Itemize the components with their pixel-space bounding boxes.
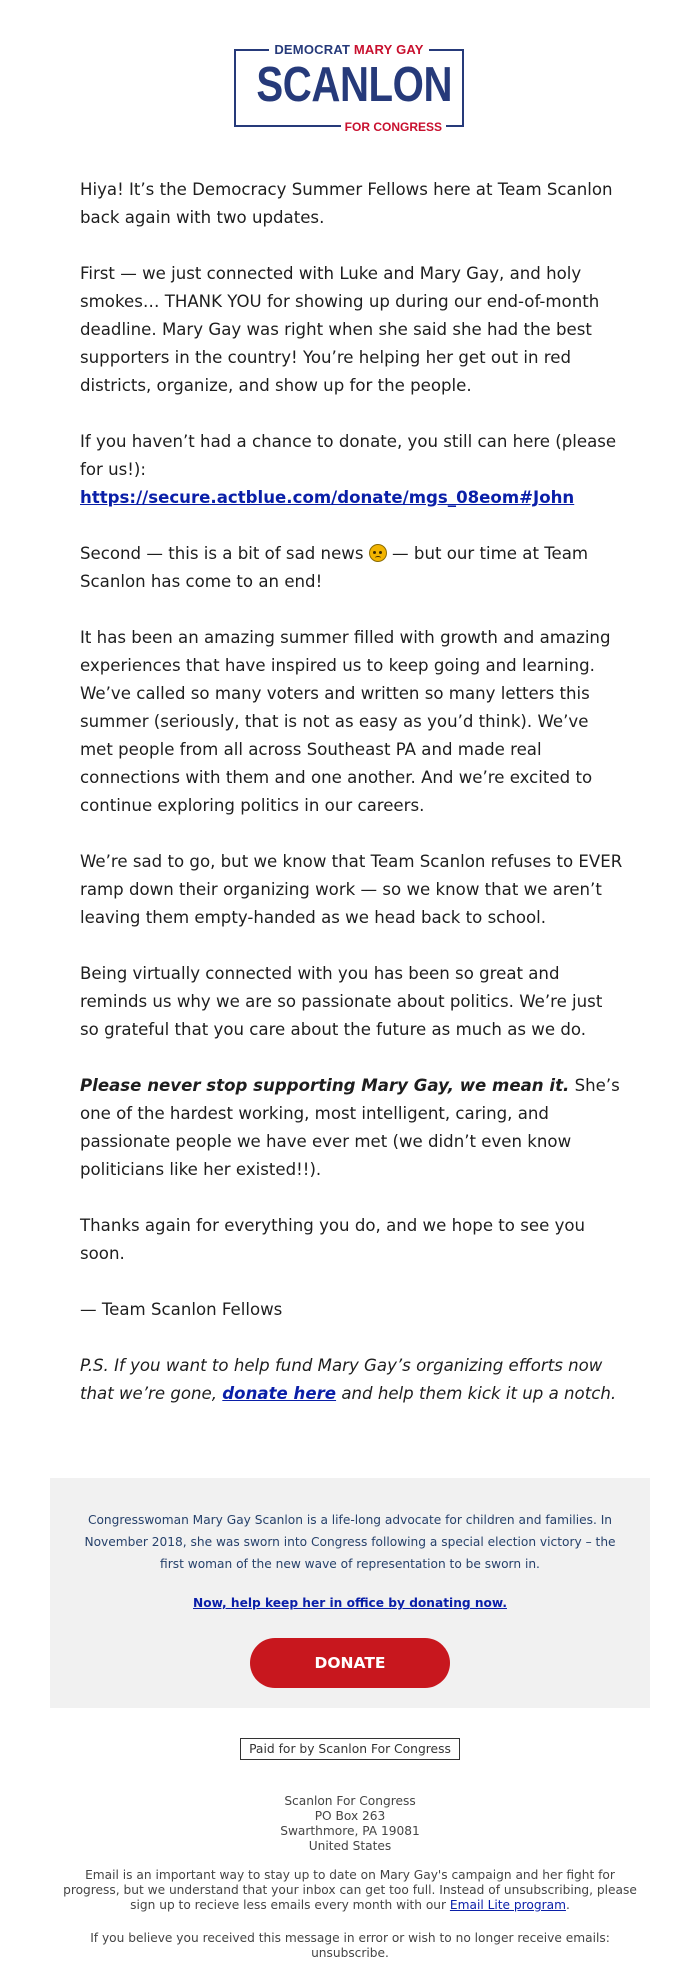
- email-preferences-notice: [60, 1868, 640, 1913]
- sad-news-text-end: — but our time at Team Scanlon has come to an end!: [80, 544, 589, 591]
- logo-democrat-text: DEMOCRAT: [274, 42, 351, 57]
- sad-face-emoji-icon: [369, 544, 387, 562]
- sad-news-text: Second — this is a bit of sad news: [80, 544, 369, 563]
- email-body: [80, 176, 625, 1436]
- email-lite-link[interactable]: Email Lite program: [449, 1898, 566, 1912]
- paragraph-never-stop: [80, 1072, 625, 1184]
- unsubscribe-notice: [60, 1931, 640, 1961]
- address-name: Scanlon For Congress: [284, 1794, 416, 1808]
- ps-text: P.S. If you want to help fund Mary Gay’s organizing efforts now that we’re gone,: [80, 1356, 603, 1403]
- signature: — Team Scanlon Fellows: [80, 1300, 283, 1319]
- never-stop-rest: She’s one of the hardest working, most intelligent, caring, and passionate people we have ever met (we didn’t even know politicians like her existed!!).: [80, 1076, 620, 1179]
- paid-for-by-disclaimer: Paid for by Scanlon For Congress: [240, 1738, 460, 1760]
- paragraph-thank-you: First — we just connected with Luke and Mary Gay, and holy smokes… THANK YOU for showing up during our end-of-month deadline. Mary Gay was right when she said she had the best supporters in the country! You’re helping her get out in red districts, organize, and show up for the people.: [80, 264, 600, 395]
- ps-text-end: and help them kick it up a notch.: [336, 1384, 617, 1403]
- legal-text: Email is an important way to stay up to date on Mary Gay's campaign and her fight for progress, but we understand that your inbox can get too full. Instead of unsubscribing, please sign up to recieve less emails every month with our: [63, 1868, 637, 1912]
- unsubscribe-text: If you believe you received this message in error or wish to no longer receive emails:: [90, 1931, 610, 1945]
- legal-text-end: .: [565, 1898, 570, 1912]
- actblue-donate-link[interactable]: https://secure.actblue.com/donate/mgs_08eom#John: [80, 488, 575, 507]
- paragraph-sad-to-go: We’re sad to go, but we know that Team Scanlon refuses to EVER ramp down their organizing work — so we know that we aren’t leaving them empty-handed as we head back to school.: [80, 852, 623, 927]
- paragraph-greeting: Hiya! It’s the Democracy Summer Fellows here at Team Scanlon back again with two updates.: [80, 180, 613, 227]
- footer-about-text: Congresswoman Mary Gay Scanlon is a life-long advocate for children and families. In November 2018, she was sworn into Congress following a special election victory – the first woman of the new wave of representation to be sworn in.: [84, 1513, 616, 1571]
- never-stop-emphasis: Please never stop supporting Mary Gay, we mean it.: [80, 1076, 570, 1095]
- logo-scanlon-text: SCANLON: [256, 58, 453, 112]
- address-line-1: PO Box 263: [314, 1809, 386, 1823]
- paragraph-thanks: Thanks again for everything you do, and we hope to see you soon.: [80, 1216, 586, 1263]
- logo-top-line: [236, 42, 462, 57]
- donate-prompt-text: If you haven’t had a chance to donate, you still can here (please for us!):: [80, 432, 617, 479]
- postscript: [80, 1352, 625, 1408]
- footer-donate-panel: [50, 1478, 650, 1708]
- header: [0, 0, 700, 150]
- logo-mary-gay-text: MARY GAY: [353, 42, 424, 57]
- logo-for-congress-text: FOR CONGRESS: [341, 120, 446, 134]
- footer-donate-link[interactable]: Now, help keep her in office by donating now.: [193, 1596, 507, 1610]
- campaign-logo[interactable]: [234, 42, 464, 134]
- mailing-address: [0, 1794, 700, 1854]
- unsubscribe-link[interactable]: unsubscribe.: [311, 1946, 389, 1960]
- donate-button[interactable]: DONATE: [250, 1638, 450, 1688]
- address-line-2: Swarthmore, PA 19081: [280, 1824, 420, 1838]
- paragraph-summer: It has been an amazing summer filled with growth and amazing experiences that have inspired us to keep going and learning. We’ve called so many voters and written so many letters this summer (seriously, that is not as easy as you’d think). We’ve met people from all across Southeast PA and made real connections with them and one another. And we’re excited to continue exploring politics in our careers.: [80, 628, 611, 815]
- ps-donate-link[interactable]: donate here: [222, 1384, 337, 1403]
- paragraph-sad-news: [80, 540, 625, 596]
- address-country: United States: [308, 1839, 392, 1853]
- paragraph-grateful: Being virtually connected with you has been so great and reminds us why we are so passionate about politics. We’re just so grateful that you care about the future as much as we do.: [80, 964, 603, 1039]
- paragraph-donate: [80, 428, 625, 512]
